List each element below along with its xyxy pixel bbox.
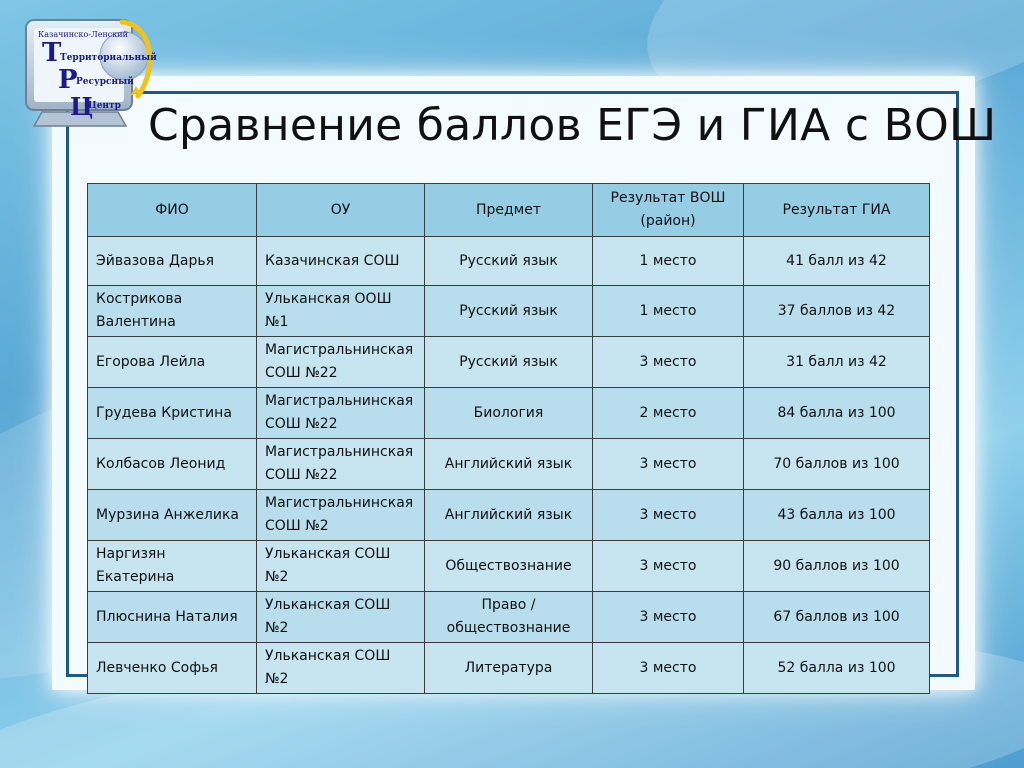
header-olympiad-result: Результат ВОШ (район) (593, 184, 744, 237)
cell-school: Магистральнинская СОШ №2 (257, 490, 425, 541)
cell-olympiad-result: 3 место (593, 643, 744, 694)
cell-fio: Грудева Кристина (88, 388, 257, 439)
results-table (87, 183, 930, 694)
cell-subject: Обществознание (425, 541, 593, 592)
cell-subject: Русский язык (425, 337, 593, 388)
table-row (88, 337, 930, 388)
table-row (88, 541, 930, 592)
logo-line2: Ресурсный (76, 77, 134, 87)
table-row (88, 237, 930, 286)
cell-school: Ульканская ООШ №1 (257, 286, 425, 337)
cell-subject: Английский язык (425, 439, 593, 490)
cell-exam-result: 52 балла из 100 (744, 643, 930, 694)
cell-exam-result: 41 балл из 42 (744, 237, 930, 286)
logo-line3: Центр (88, 101, 121, 111)
table-row (88, 643, 930, 694)
table-header-row (88, 184, 930, 237)
cell-subject: Русский язык (425, 237, 593, 286)
svg-text:Ц: Ц (70, 92, 94, 121)
cell-subject: Литература (425, 643, 593, 694)
cell-exam-result: 90 баллов из 100 (744, 541, 930, 592)
svg-text:Р: Р (58, 65, 78, 95)
logo-top-text: Казачинско-Ленский (38, 30, 128, 39)
cell-school: Магистральнинская СОШ №22 (257, 388, 425, 439)
cell-school: Магистральнинская СОШ №22 (257, 337, 425, 388)
cell-exam-result: 43 балла из 100 (744, 490, 930, 541)
cell-subject: Право /обществознание (425, 592, 593, 643)
cell-olympiad-result: 3 место (593, 541, 744, 592)
cell-fio: Мурзина Анжелика (88, 490, 257, 541)
cell-school: Казачинская СОШ (257, 237, 425, 286)
cell-fio: Егорова Лейла (88, 337, 257, 388)
cell-fio: Кострикова Валентина (88, 286, 257, 337)
cell-school: Ульканская СОШ №2 (257, 592, 425, 643)
cell-fio: Колбасов Леонид (88, 439, 257, 490)
header-subject: Предмет (425, 184, 593, 237)
cell-exam-result: 37 баллов из 42 (744, 286, 930, 337)
page-title: Сравнение баллов ЕГЭ и ГИА с ВОШ (148, 100, 997, 151)
cell-exam-result: 31 балл из 42 (744, 337, 930, 388)
cell-olympiad-result: 1 место (593, 237, 744, 286)
cell-subject: Биология (425, 388, 593, 439)
cell-olympiad-result: 3 место (593, 592, 744, 643)
header-school: ОУ (257, 184, 425, 237)
cell-exam-result: 70 баллов из 100 (744, 439, 930, 490)
header-fio: ФИО (88, 184, 257, 237)
logo-line1: Территориальный (60, 53, 157, 63)
cell-fio: Наргизян Екатерина (88, 541, 257, 592)
cell-exam-result: 67 баллов из 100 (744, 592, 930, 643)
cell-school: Ульканская СОШ №2 (257, 541, 425, 592)
cell-olympiad-result: 2 место (593, 388, 744, 439)
cell-olympiad-result: 1 место (593, 286, 744, 337)
header-exam-result: Результат ГИА (744, 184, 930, 237)
cell-exam-result: 84 балла из 100 (744, 388, 930, 439)
cell-school: Магистральнинская СОШ №22 (257, 439, 425, 490)
table-row (88, 286, 930, 337)
table-row (88, 490, 930, 541)
cell-olympiad-result: 3 место (593, 337, 744, 388)
cell-subject: Английский язык (425, 490, 593, 541)
cell-school: Ульканская СОШ №2 (257, 643, 425, 694)
cell-subject: Русский язык (425, 286, 593, 337)
table-row (88, 439, 930, 490)
table-row (88, 388, 930, 439)
cell-olympiad-result: 3 место (593, 439, 744, 490)
cell-olympiad-result: 3 место (593, 490, 744, 541)
svg-text:Т: Т (42, 38, 62, 68)
table-row (88, 592, 930, 643)
cell-fio: Эйвазова Дарья (88, 237, 257, 286)
cell-fio: Плюснина Наталия (88, 592, 257, 643)
resource-center-logo (22, 16, 162, 132)
cell-fio: Левченко Софья (88, 643, 257, 694)
